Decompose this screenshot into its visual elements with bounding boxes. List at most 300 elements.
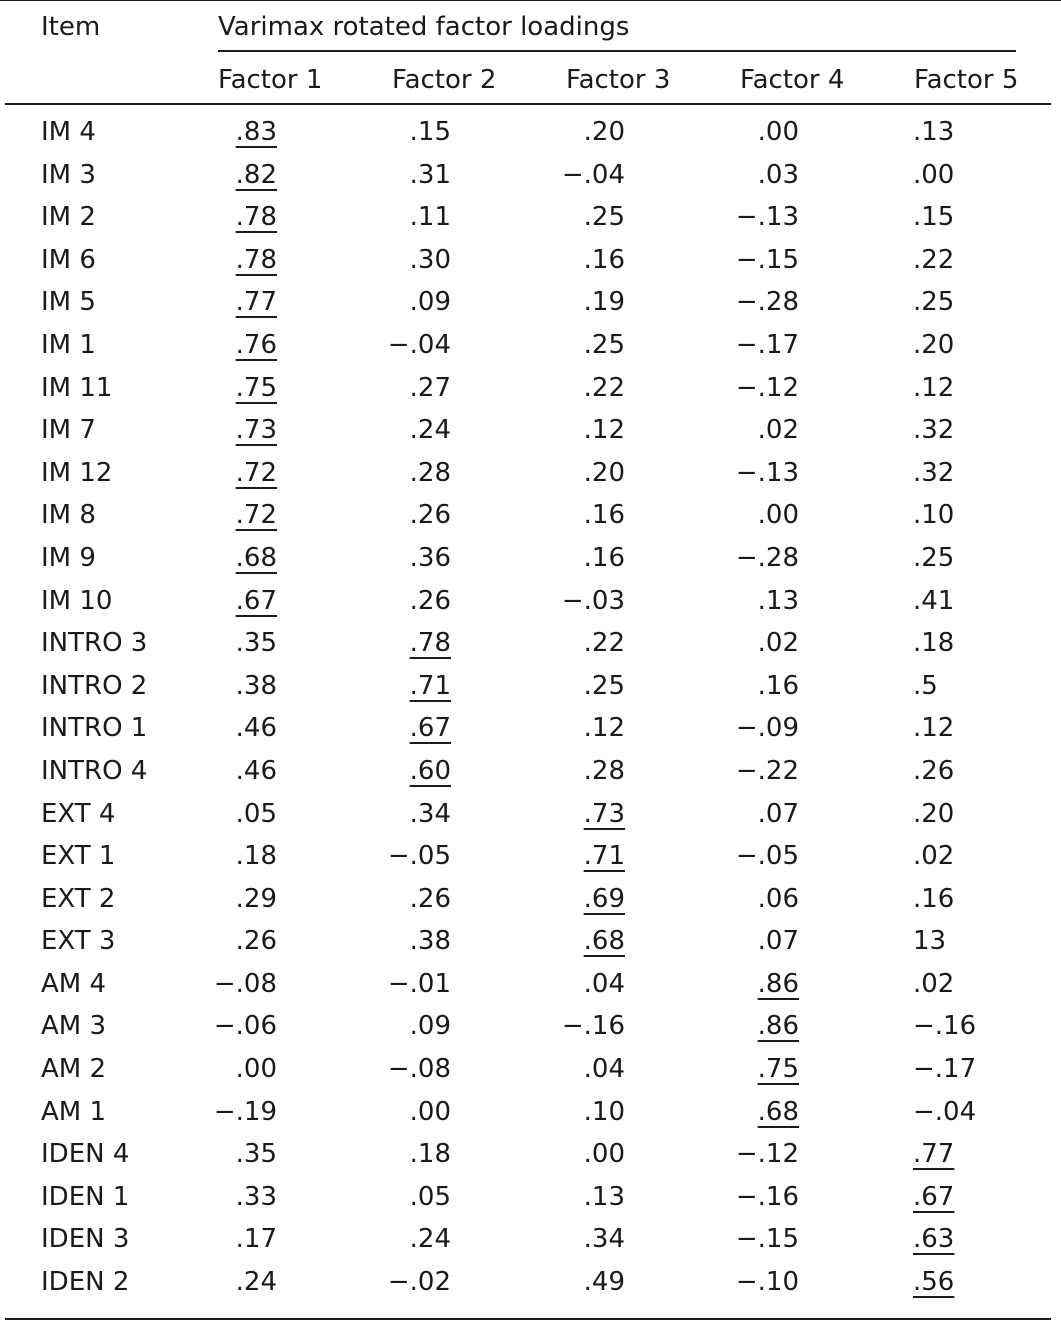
loading-cell (913, 586, 1033, 616)
factor-3-loading: .34 (583, 1224, 625, 1255)
factor-2-loading: .38 (409, 926, 451, 957)
loading-cell (679, 117, 799, 147)
factor-1-loading: .77 (235, 287, 277, 318)
item-label: INTRO 2 (41, 670, 148, 701)
table-row (0, 926, 1061, 969)
loading-cell (913, 841, 1033, 871)
loading-cell (157, 1139, 277, 1169)
loading-cell (505, 1224, 625, 1254)
factor-2-loading: .71 (409, 670, 451, 701)
loading-cell (331, 543, 451, 573)
factor-4-header: Factor 4 (740, 65, 845, 95)
factor-2-loading: −.08 (387, 1054, 451, 1085)
table-row (0, 586, 1061, 629)
factor-2-loading: .09 (409, 1011, 451, 1042)
loading-cell (157, 500, 277, 530)
loading-cell (157, 926, 277, 956)
loading-cell (505, 415, 625, 445)
loading-cell (913, 671, 1033, 701)
factor-2-loading: .28 (409, 457, 451, 488)
factor-2-loading: .31 (409, 159, 451, 190)
table-top-rule (0, 0, 1061, 1)
loading-cell (913, 287, 1033, 317)
loading-cell (331, 969, 451, 999)
item-label: IM 11 (41, 372, 113, 403)
loading-cell (157, 1224, 277, 1254)
loading-cell (679, 458, 799, 488)
factor-1-loading: −.06 (213, 1011, 277, 1042)
loading-cell (505, 586, 625, 616)
factor-5-loading: .25 (913, 287, 955, 318)
loading-cell (913, 884, 1033, 914)
loading-cell (331, 373, 451, 403)
loading-cell (679, 543, 799, 573)
factor-5-loading: .26 (913, 755, 955, 786)
loading-cell (679, 1097, 799, 1127)
factor-3-loading: .25 (583, 670, 625, 701)
factor-3-loading: .00 (583, 1139, 625, 1170)
table-row (0, 969, 1061, 1012)
factor-5-loading: .13 (913, 117, 955, 147)
loading-cell (679, 160, 799, 190)
loading-cell (331, 1139, 451, 1169)
item-label: IM 5 (41, 287, 96, 318)
loading-cell (331, 1097, 451, 1127)
loading-cell (157, 330, 277, 360)
factor-5-loading: .15 (913, 202, 955, 233)
factor-1-loading: .05 (235, 798, 277, 829)
factor-5-loading: .18 (913, 628, 955, 659)
loading-cell (679, 1011, 799, 1041)
table-row (0, 1011, 1061, 1054)
factor-3-loading: −.16 (561, 1011, 625, 1042)
factor-3-loading: .49 (583, 1267, 625, 1298)
table-row (0, 1139, 1061, 1182)
loading-cell (505, 756, 625, 786)
loading-cell (505, 926, 625, 956)
loading-cell (913, 330, 1033, 360)
table-row (0, 160, 1061, 203)
factor-1-loading: .82 (235, 159, 277, 190)
group-header-rule (218, 50, 1016, 52)
table-row (0, 330, 1061, 373)
table-row (0, 756, 1061, 799)
factor-2-loading: −.04 (387, 329, 451, 360)
factor-5-loading: .10 (913, 500, 955, 531)
item-label: EXT 3 (41, 926, 116, 957)
loading-cell (913, 373, 1033, 403)
factor-1-loading: .72 (235, 500, 277, 531)
loading-cell (679, 287, 799, 317)
factor-3-loading: −.03 (561, 585, 625, 616)
loading-cell (913, 458, 1033, 488)
loading-cell (331, 1224, 451, 1254)
table-row (0, 1182, 1061, 1225)
loading-cell (505, 287, 625, 317)
loading-cell (157, 245, 277, 275)
loading-cell (679, 926, 799, 956)
loading-cell (679, 884, 799, 914)
factor-5-loading: .63 (913, 1224, 955, 1255)
loading-cell (913, 628, 1033, 658)
factor-2-loading: .27 (409, 372, 451, 403)
loading-cell (913, 756, 1033, 786)
factor-2-loading: .18 (409, 1139, 451, 1170)
factor-2-loading: .67 (409, 713, 451, 744)
table-row (0, 415, 1061, 458)
factor-2-loading: .60 (409, 755, 451, 786)
factor-5-loading: .25 (913, 542, 955, 573)
loading-cell (679, 1267, 799, 1297)
item-label: AM 4 (41, 968, 107, 999)
factor-4-loading: .07 (757, 926, 799, 957)
factor-1-loading: .29 (235, 883, 277, 914)
factor-1-loading: .78 (235, 202, 277, 233)
factor-4-loading: .86 (757, 968, 799, 999)
loading-cell (331, 671, 451, 701)
loading-cell (331, 245, 451, 275)
loading-cell (505, 799, 625, 829)
factor-1-loading: .24 (235, 1267, 277, 1298)
loading-cell (331, 628, 451, 658)
factor-5-loading: 13 (913, 926, 947, 957)
loading-cell (679, 202, 799, 232)
factor-4-loading: −.28 (735, 542, 799, 573)
item-label: IM 2 (41, 202, 96, 233)
factor-4-loading: .68 (757, 1096, 799, 1127)
loading-cell (331, 756, 451, 786)
factor-5-loading: .02 (913, 841, 955, 872)
loading-cell (331, 287, 451, 317)
item-label: IM 9 (41, 542, 96, 573)
factor-3-loading: .12 (583, 415, 625, 446)
loading-cell (157, 117, 277, 147)
loading-cell (679, 841, 799, 871)
factor-2-header: Factor 2 (392, 65, 497, 95)
table-row (0, 373, 1061, 416)
loading-cell (679, 245, 799, 275)
loading-cell (157, 415, 277, 445)
loading-cell (505, 500, 625, 530)
loading-cell (679, 799, 799, 829)
loading-cell (331, 926, 451, 956)
loading-cell (679, 330, 799, 360)
loading-cell (157, 160, 277, 190)
loading-cell (505, 1139, 625, 1169)
loading-cell (157, 671, 277, 701)
table-row (0, 500, 1061, 543)
loading-cell (913, 543, 1033, 573)
factor-1-loading: .76 (235, 329, 277, 360)
loading-cell (679, 628, 799, 658)
item-label: INTRO 4 (41, 755, 148, 786)
loading-cell (331, 841, 451, 871)
item-column-header: Item (41, 12, 101, 42)
loading-cell (505, 1267, 625, 1297)
loading-cell (505, 884, 625, 914)
factor-4-loading: .00 (757, 500, 799, 531)
loading-cell (157, 586, 277, 616)
factor-2-loading: .26 (409, 883, 451, 914)
factor-4-loading: −.12 (735, 372, 799, 403)
loading-cell (505, 458, 625, 488)
factor-2-loading: −.02 (387, 1267, 451, 1298)
factor-3-loading: .13 (583, 1181, 625, 1212)
loading-cell (679, 415, 799, 445)
loading-cell (913, 117, 1033, 147)
item-label: IDEN 2 (41, 1267, 130, 1298)
loading-cell (505, 969, 625, 999)
loading-cell (913, 1011, 1033, 1041)
loading-cell (157, 756, 277, 786)
item-label: AM 3 (41, 1011, 107, 1042)
factor-5-loading: .12 (913, 372, 955, 403)
factor-5-loading: .20 (913, 798, 955, 829)
table-row (0, 1224, 1061, 1267)
loading-cell (505, 373, 625, 403)
factor-2-loading: .15 (409, 117, 451, 147)
loading-cell (913, 926, 1033, 956)
factor-2-loading: .24 (409, 415, 451, 446)
loading-cell (679, 969, 799, 999)
loading-cell (157, 628, 277, 658)
factor-1-loading: .46 (235, 755, 277, 786)
factor-2-loading: .30 (409, 244, 451, 275)
table-row (0, 1097, 1061, 1140)
loading-cell (913, 1224, 1033, 1254)
factor-4-loading: .86 (757, 1011, 799, 1042)
table-row (0, 799, 1061, 842)
loading-cell (505, 713, 625, 743)
factor-2-loading: .36 (409, 542, 451, 573)
item-label: IDEN 3 (41, 1224, 130, 1255)
loading-cell (157, 969, 277, 999)
factor-3-loading: .25 (583, 202, 625, 233)
loading-cell (505, 1054, 625, 1084)
loading-cell (331, 586, 451, 616)
factor-4-loading: .02 (757, 415, 799, 446)
factor-1-loading: −.19 (213, 1096, 277, 1127)
factor-2-loading: .05 (409, 1181, 451, 1212)
factor-1-loading: .75 (235, 372, 277, 403)
factor-1-loading: −.08 (213, 968, 277, 999)
table-row (0, 713, 1061, 756)
loading-cell (331, 202, 451, 232)
header-bottom-rule (5, 103, 1051, 105)
factor-4-loading: .07 (757, 798, 799, 829)
factor-3-loading: .12 (583, 713, 625, 744)
factor-5-loading: .32 (913, 457, 955, 488)
loading-cell (331, 500, 451, 530)
factor-5-loading: .56 (913, 1267, 955, 1298)
factor-5-loading: .77 (913, 1139, 955, 1170)
factor-3-loading: .16 (583, 542, 625, 573)
loading-cell (505, 330, 625, 360)
loading-cell (913, 1139, 1033, 1169)
loading-cell (679, 1054, 799, 1084)
loading-cell (679, 713, 799, 743)
loading-cell (679, 1224, 799, 1254)
loading-cell (157, 458, 277, 488)
loading-cell (679, 1182, 799, 1212)
factor-2-loading: −.05 (387, 841, 451, 872)
factor-3-loading: .16 (583, 244, 625, 275)
factor-4-loading: −.28 (735, 287, 799, 318)
loading-cell (331, 117, 451, 147)
loading-cell (913, 1182, 1033, 1212)
item-label: IM 1 (41, 329, 96, 360)
factor-4-loading: −.12 (735, 1139, 799, 1170)
loading-cell (913, 799, 1033, 829)
loading-cell (157, 841, 277, 871)
factor-3-loading: .68 (583, 926, 625, 957)
loading-cell (157, 1097, 277, 1127)
factor-1-header: Factor 1 (218, 65, 323, 95)
loading-cell (331, 1267, 451, 1297)
factor-4-loading: −.15 (735, 244, 799, 275)
factor-2-loading: .34 (409, 798, 451, 829)
loading-cell (679, 500, 799, 530)
factor-4-loading: .00 (757, 117, 799, 147)
loading-cell (331, 330, 451, 360)
table-row (0, 117, 1061, 160)
loading-cell (157, 1011, 277, 1041)
factor-3-loading: −.04 (561, 159, 625, 190)
loading-cell (331, 1182, 451, 1212)
item-label: IDEN 4 (41, 1139, 130, 1170)
loading-cell (679, 756, 799, 786)
loading-cell (505, 1097, 625, 1127)
loading-cell (157, 202, 277, 232)
loading-cell (913, 713, 1033, 743)
factor-1-loading: .38 (235, 670, 277, 701)
factor-5-loading: −.17 (913, 1054, 977, 1085)
loading-cell (505, 628, 625, 658)
factor-4-loading: −.10 (735, 1267, 799, 1298)
loading-cell (331, 799, 451, 829)
factor-3-loading: .69 (583, 883, 625, 914)
factor-5-loading: .00 (913, 159, 955, 190)
factor-5-loading: .22 (913, 244, 955, 275)
factor-4-loading: .03 (757, 159, 799, 190)
table-row (0, 1054, 1061, 1097)
loading-cell (505, 1011, 625, 1041)
item-label: AM 1 (41, 1096, 107, 1127)
factor-1-loading: .67 (235, 585, 277, 616)
factor-5-loading: .02 (913, 968, 955, 999)
table-row (0, 245, 1061, 288)
table-row (0, 671, 1061, 714)
loading-cell (913, 202, 1033, 232)
loading-cell (679, 671, 799, 701)
factor-2-loading: .26 (409, 585, 451, 616)
factor-1-loading: .46 (235, 713, 277, 744)
table-row (0, 884, 1061, 927)
loading-cell (331, 884, 451, 914)
loading-cell (913, 500, 1033, 530)
factor-1-loading: .00 (235, 1054, 277, 1085)
factor-3-loading: .22 (583, 628, 625, 659)
factor-2-loading: .00 (409, 1096, 451, 1127)
factor-5-loading: .67 (913, 1181, 955, 1212)
factor-1-loading: .68 (235, 542, 277, 573)
loading-cell (157, 799, 277, 829)
loading-cell (913, 160, 1033, 190)
factor-4-loading: −.15 (735, 1224, 799, 1255)
factor-5-loading: .5 (913, 670, 938, 701)
loading-cell (505, 543, 625, 573)
factor-5-loading: .41 (913, 585, 955, 616)
factor-1-loading: .33 (235, 1181, 277, 1212)
item-label: IM 12 (41, 457, 113, 488)
factor-5-loading: .12 (913, 713, 955, 744)
loading-cell (913, 1097, 1033, 1127)
item-label: EXT 1 (41, 841, 116, 872)
factor-1-loading: .17 (235, 1224, 277, 1255)
factor-2-loading: .78 (409, 628, 451, 659)
loading-cell (157, 713, 277, 743)
factor-4-loading: .06 (757, 883, 799, 914)
factor-5-loading: −.16 (913, 1011, 977, 1042)
factor-2-loading: −.01 (387, 968, 451, 999)
loading-cell (331, 1011, 451, 1041)
table-row (0, 543, 1061, 586)
factor-3-loading: .16 (583, 500, 625, 531)
loading-cell (679, 586, 799, 616)
loading-cell (157, 287, 277, 317)
factor-4-loading: −.13 (735, 202, 799, 233)
factor-2-loading: .26 (409, 500, 451, 531)
factor-4-loading: .02 (757, 628, 799, 659)
table-row (0, 1267, 1061, 1310)
table-row (0, 458, 1061, 501)
factor-3-header: Factor 3 (566, 65, 671, 95)
factor-5-loading: .32 (913, 415, 955, 446)
loading-cell (505, 202, 625, 232)
loading-cell (505, 671, 625, 701)
factor-4-loading: .16 (757, 670, 799, 701)
factor-1-loading: .35 (235, 628, 277, 659)
table-bottom-rule (5, 1318, 1051, 1320)
loading-cell (505, 245, 625, 275)
factor-3-loading: .20 (583, 457, 625, 488)
loading-cell (913, 1054, 1033, 1084)
factor-3-loading: .28 (583, 755, 625, 786)
item-label: IM 4 (41, 117, 96, 147)
table-body (0, 117, 1061, 1310)
table-row (0, 841, 1061, 884)
loading-cell (157, 373, 277, 403)
loading-cell (331, 713, 451, 743)
loading-cell (331, 415, 451, 445)
factor-5-header: Factor 5 (914, 65, 1019, 95)
factor-3-loading: .04 (583, 1054, 625, 1085)
loading-cell (157, 1267, 277, 1297)
factor-3-loading: .04 (583, 968, 625, 999)
factor-2-loading: .09 (409, 287, 451, 318)
item-label: IM 6 (41, 244, 96, 275)
loading-cell (505, 117, 625, 147)
item-label: INTRO 3 (41, 628, 148, 659)
factor-4-loading: −.22 (735, 755, 799, 786)
factor-2-loading: .24 (409, 1224, 451, 1255)
factor-3-loading: .10 (583, 1096, 625, 1127)
factor-3-loading: .22 (583, 372, 625, 403)
factor-1-loading: .18 (235, 841, 277, 872)
loading-cell (679, 373, 799, 403)
factor-5-loading: −.04 (913, 1096, 977, 1127)
loading-cell (913, 969, 1033, 999)
